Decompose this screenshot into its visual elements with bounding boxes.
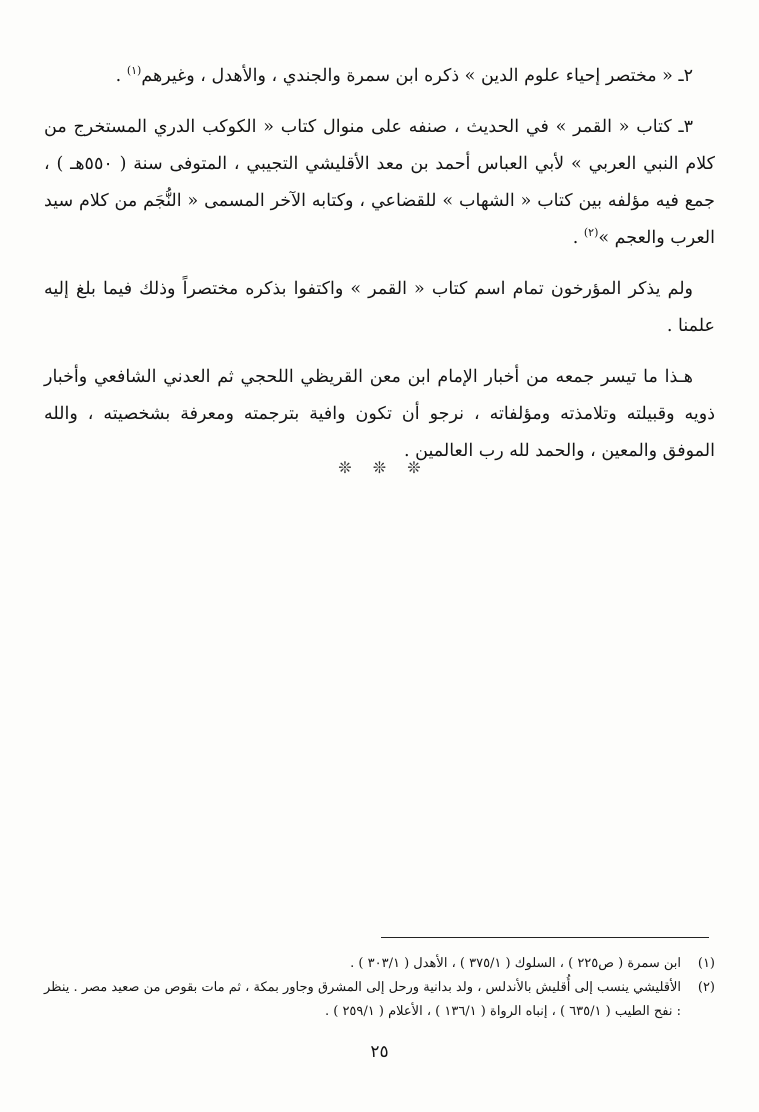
- footnote-text: الأقليشي ينسب إلى أُقليش بالأندلس ، ولد بدانية ورحل إلى المشرق وجاور بمكة ، ثم مات بقوص من صعيد مصر . ينظر : نفح الطيب ( ٦٣٥/١ ) ، إنباه الرواة ( ١٣٦/١ ) ، الأعلام ( ٢٥٩/١ ) .: [44, 980, 681, 1019]
- footnote-ref[interactable]: (١): [126, 64, 142, 78]
- paragraph-text: ٢ـ « مختصر إحياء علوم الدين » ذكره ابن سمرة والجندي ، والأهدل ، وغيرهم: [141, 66, 693, 86]
- footnote-divider: [381, 937, 709, 938]
- paragraph-closing: هـذا ما تيسر جمعه من أخبار الإمام ابن معن القريظي اللحجي ثم العدني الشافعي وأخبار ذويه وقبيلته وتلامذته ومؤلفاته ، نرجو أن تكون وافية بترجمته ومعرفة بشخصيته ، والله الموفق والمعين ، والحمد لله رب العالمين .: [44, 367, 715, 461]
- paragraph-item-2: [44, 58, 715, 95]
- paragraph-item-3: [44, 109, 715, 257]
- footnote-number: (١): [697, 956, 715, 971]
- footnote-item: [44, 976, 715, 1024]
- main-text: [44, 58, 715, 484]
- paragraph-tail: .: [572, 228, 584, 248]
- footnotes: [44, 952, 715, 1024]
- footnote-number: (٢): [697, 980, 715, 995]
- footnote-item: [44, 952, 715, 976]
- footnote-ref[interactable]: (٢): [583, 226, 599, 240]
- page-number: ٢٥: [370, 1042, 389, 1062]
- paragraph-text: ٣ـ كتاب « القمر » في الحديث ، صنفه على منوال كتاب « الكوكب الدري المستخرج من كلام النبي العربي » لأبي العباس أحمد بن معد الأقليشي التجيبي ، المتوفى سنة ( ٥٥٠هـ ) ، جمع فيه مؤلفه بين كتاب « الشهاب » للقضاعي ، وكتابه الآخر المسمى « النُّجَم من كلام سيد العرب والعجم »: [44, 117, 715, 248]
- section-separator: ❊ ❊ ❊: [338, 458, 421, 477]
- footnote-text: ابن سمرة ( ص٢٢٥ ) ، السلوك ( ٣٧٥/١ ) ، الأهدل ( ٣٠٣/١ ) .: [350, 956, 681, 971]
- paragraph-tail: .: [115, 66, 127, 86]
- paragraph-note: ولم يذكر المؤرخون تمام اسم كتاب « القمر » واكتفوا بذكره مختصراً وذلك فيما بلغ إليه علمنا .: [44, 279, 715, 336]
